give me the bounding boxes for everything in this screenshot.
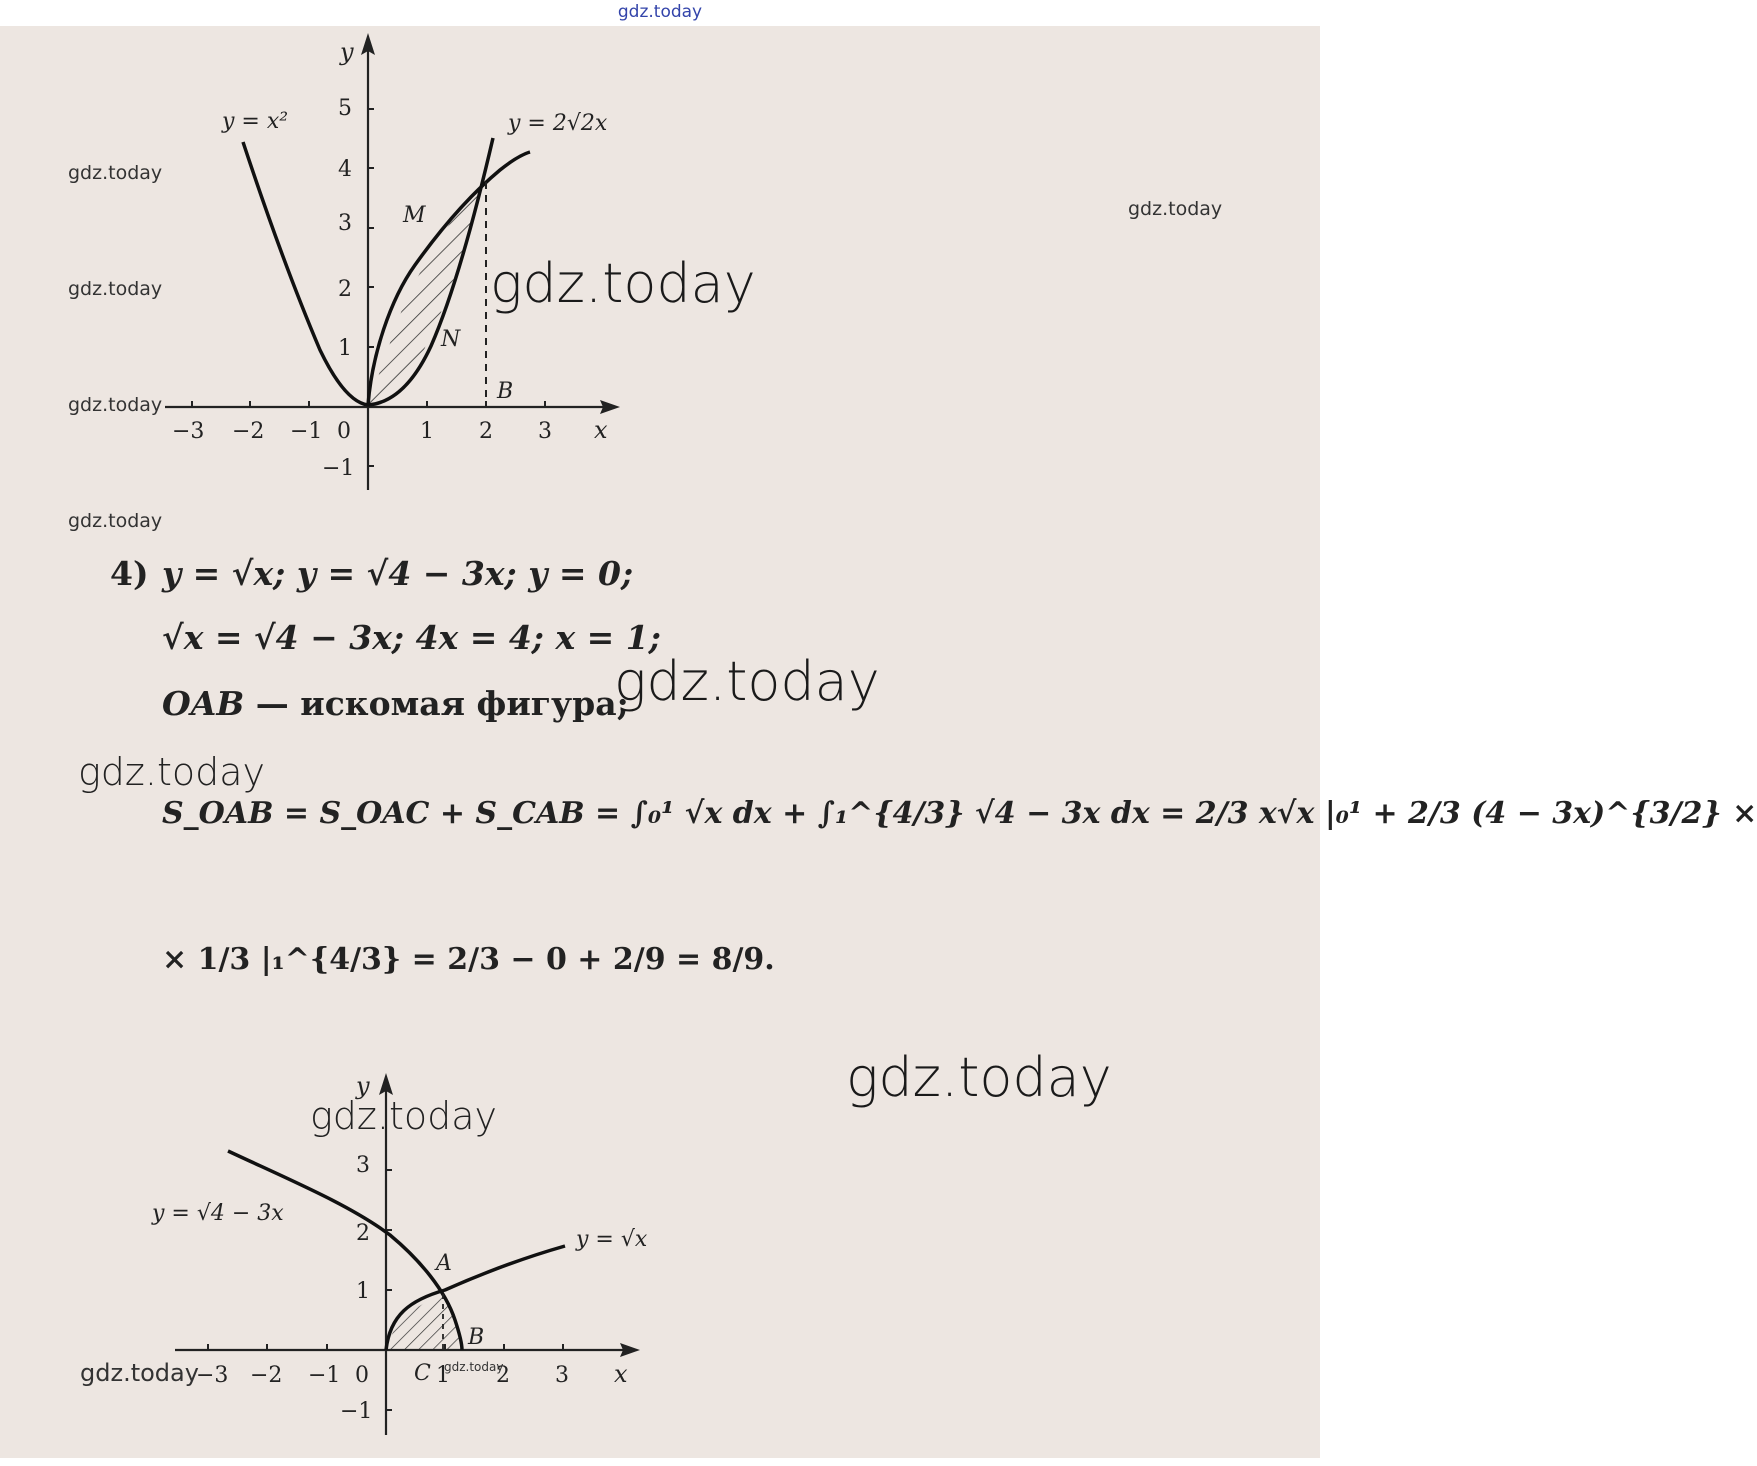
textbook-page bbox=[0, 26, 1757, 1458]
graph1-xtick-neg3: −3 bbox=[172, 419, 205, 444]
watermark-small-4[interactable]: gdz.today bbox=[68, 510, 163, 532]
graph2-xtick-1: 1 bbox=[436, 1363, 450, 1388]
watermark-medium-1[interactable]: gdz.today bbox=[78, 750, 265, 794]
problem-line-5: × 1/3 |₁^{4/3} = 2/3 − 0 + 2/9 = 8/9. bbox=[162, 942, 775, 977]
graph2-ytick-3: 3 bbox=[356, 1153, 370, 1178]
graph2-xtick-3: 3 bbox=[555, 1363, 569, 1388]
figure-caption: — искомая фигура; bbox=[244, 684, 629, 723]
watermark-large-1[interactable]: gdz.today bbox=[490, 252, 756, 315]
graph1-xtick-3: 3 bbox=[538, 419, 552, 444]
graph2-ytick-neg1: −1 bbox=[340, 1399, 373, 1424]
graph1-xtick-neg1: −1 bbox=[290, 419, 323, 444]
graph1-xtick-2: 2 bbox=[479, 419, 493, 444]
graph2-ytick-1: 1 bbox=[356, 1279, 370, 1304]
problem-line-3 bbox=[162, 684, 629, 723]
figure-name: OAB bbox=[162, 684, 245, 723]
problem-number: 4) bbox=[110, 554, 149, 593]
graph1-ytick-4: 4 bbox=[338, 157, 352, 182]
watermark-large-3[interactable]: gdz.today bbox=[846, 1046, 1112, 1109]
watermark-small-1[interactable]: gdz.today bbox=[68, 162, 163, 184]
watermark-small-2[interactable]: gdz.today bbox=[68, 278, 163, 300]
graph1-ytick-2: 2 bbox=[338, 277, 352, 302]
graph1-ytick-1: 1 bbox=[338, 336, 352, 361]
graph2-x-label: x bbox=[614, 1360, 628, 1388]
graph2-xtick-2: 2 bbox=[496, 1363, 510, 1388]
watermark-small-3[interactable]: gdz.today bbox=[68, 394, 163, 416]
graph1-ytick-5: 5 bbox=[338, 96, 352, 121]
graph1-xtick-neg2: −2 bbox=[232, 419, 265, 444]
graph2-point-a: A bbox=[436, 1251, 452, 1276]
graph2-xtick-neg3: −3 bbox=[196, 1363, 229, 1388]
graph1-point-m: M bbox=[403, 203, 426, 228]
graph1-curve2-label: y = 2√2x bbox=[508, 111, 608, 136]
graph2-point-b: B bbox=[468, 1325, 485, 1350]
graph2-curve2-label: y = √x bbox=[576, 1227, 648, 1252]
watermark-medium-2[interactable]: gdz.today bbox=[310, 1094, 497, 1138]
graph2-curve1-label: y = √4 − 3x bbox=[152, 1201, 284, 1226]
watermark-small-6[interactable]: gdz.today bbox=[80, 1359, 199, 1387]
graph2-point-c: C bbox=[414, 1361, 431, 1386]
graph1-y-label: y bbox=[340, 38, 354, 66]
graph2-xtick-neg2: −2 bbox=[250, 1363, 283, 1388]
graph1-point-n: N bbox=[441, 327, 461, 352]
graph1-xtick-0: 0 bbox=[337, 419, 351, 444]
problem-line-4: S_OAB = S_OAC + S_CAB = ∫₀¹ √x dx + ∫₁^{4/3} √4 − 3x dx = 2/3 x√x |₀¹ + 2/3 (4 − 3x)^{3/2} × bbox=[162, 796, 1757, 831]
watermark-small-5[interactable]: gdz.today bbox=[1128, 198, 1223, 220]
graph1-ytick-3: 3 bbox=[338, 211, 352, 236]
watermark-tiny[interactable]: gdz.today bbox=[444, 1360, 504, 1374]
graph1-xtick-1: 1 bbox=[420, 419, 434, 444]
graph2-xtick-neg1: −1 bbox=[308, 1363, 341, 1388]
graph1-curve1-label: y = x² bbox=[222, 109, 289, 134]
graph1-x-label: x bbox=[594, 416, 608, 444]
watermark-large-2[interactable]: gdz.today bbox=[614, 650, 880, 713]
graph1-ytick-neg1: −1 bbox=[322, 456, 355, 481]
problem-line-1: y = √x; y = √4 − 3x; y = 0; bbox=[162, 554, 634, 593]
problem-line-2: √x = √4 − 3x; 4x = 4; x = 1; bbox=[162, 618, 661, 657]
watermark-top[interactable]: gdz.today bbox=[617, 2, 703, 22]
graph1-point-b: B bbox=[497, 379, 514, 404]
graph2-ytick-2: 2 bbox=[356, 1221, 370, 1246]
graph2-y-label: y bbox=[356, 1072, 370, 1100]
graph2-xtick-0: 0 bbox=[355, 1363, 369, 1388]
